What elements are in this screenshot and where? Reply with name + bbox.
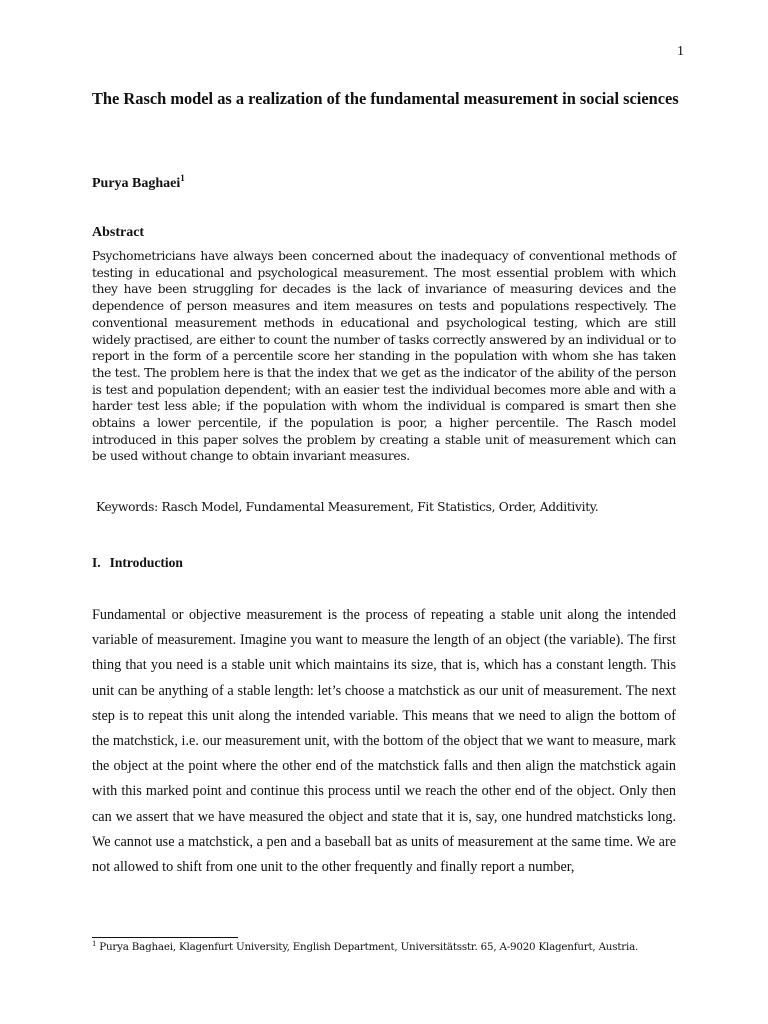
page-number: 1 <box>677 44 684 59</box>
author-line <box>92 173 185 192</box>
abstract-heading: Abstract <box>92 225 145 240</box>
keywords-line: Keywords: Rasch Model, Fundamental Measurement, Fit Statistics, Order, Additivity. <box>96 500 599 514</box>
author-name: Purya Baghaei <box>92 176 181 191</box>
author-footnote-mark: 1 <box>180 173 185 183</box>
section-number: I. <box>92 555 101 570</box>
paper-title: The Rasch model as a realization of the fundamental measurement in social sciences <box>92 89 679 108</box>
section-title: Introduction <box>109 555 183 570</box>
footnote-text: Purya Baghaei, Klagenfurt University, English Department, Universitätsstr. 65, A-9020 Klagenfurt, Austria. <box>99 941 639 953</box>
introduction-body: Fundamental or objective measurement is the process of repeating a stable unit along the intended variable of measurement. Imagine you want to measure the length of an object (the variable). The first thing that you need is a stable unit which maintains its size, that is, which has a constant length. This unit can be anything of a stable length: let’s choose a matchstick as our unit of measurement. The next step is to repeat this unit along the intended variable. This means that we need to align the bottom of the matchstick, i.e. our measurement unit, with the bottom of the object that we want to measure, mark the object at the point where the other end of the matchstick falls and then align the matchstick again with this marked point and continue this process until we reach the other end of the object. Only then can we assert that we have measured the object and state that it is, say, one hundred matchsticks long. We cannot use a matchstick, a pen and a baseball bat as units of measurement at the same time. We are not allowed to shift from one unit to the other frequently and finally report a number, <box>92 607 676 876</box>
footnote <box>92 940 682 953</box>
footnote-divider <box>92 937 238 938</box>
footnote-mark: 1 <box>92 940 97 948</box>
abstract-body: Psychometricians have always been concerned about the inadequacy of conventional methods of testing in educational and psychological measurement. The most essential problem with which they have been struggling for decades is the lack of invariance of measuring devices and the dependence of person measures and item measures on tests and populations respectively. The conventional measurement methods in educational and psychological testing, which are still widely practised, are either to count the number of tasks correctly answered by an individual or to report in the form of a percentile score her standing in the population with whom she has taken the test. The problem here is that the index that we get as the indicator of the ability of the person is test and population dependent; with an easier test the individual becomes more able and with a harder test less able; if the population with whom the individual is compared is smart then she obtains a lower percentile, if the population is poor, a higher percentile. The Rasch model introduced in this paper solves the problem by creating a stable unit of measurement which can be used without change to obtain invariant measures. <box>92 249 676 464</box>
section-heading <box>92 555 183 571</box>
